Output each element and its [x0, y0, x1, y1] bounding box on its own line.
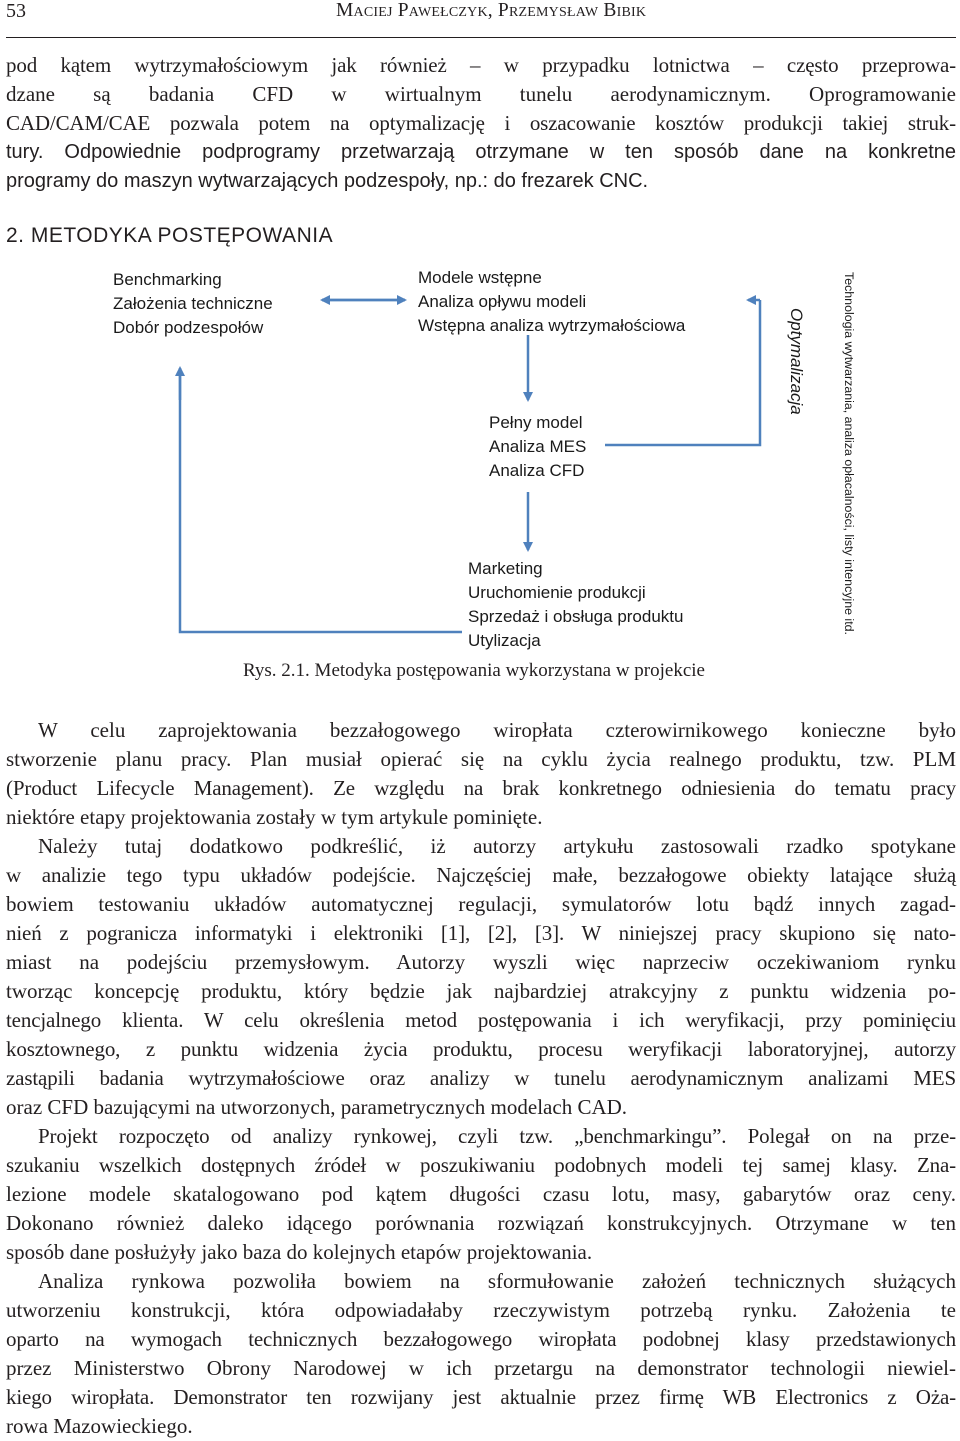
- text-line: tury. Odpowiednie podprogramy przetwarzają otrzymane w ten sposób dane na konkretne: [6, 141, 956, 163]
- text-line: pod kątem wytrzymałościowym jak również – w przypadku lotnictwa – często przeprowa-: [6, 53, 956, 77]
- diagram-box-bottom: [468, 557, 683, 653]
- text-line: niektóre etapy projektowania zostały w tym artykule pominięte.: [6, 805, 543, 829]
- optimization-label: Optymalizacja: [787, 308, 806, 415]
- box-item: Analiza CFD: [489, 461, 585, 480]
- diagram-box-middle: [489, 411, 586, 483]
- text-line: Projekt rozpoczęto od analizy rynkowej, czyli tzw. „benchmarkingu”. Polegał on na prze-: [38, 1124, 956, 1148]
- text-line: Analiza rynkowa pozwoliła bowiem na sformułowanie założeń technicznych służących: [38, 1269, 956, 1293]
- box-item: Modele wstępne: [418, 268, 542, 287]
- text-line: Dokonano również daleko idącego porównania rozwiązań konstrukcyjnych. Otrzymane w ten: [6, 1211, 956, 1235]
- box-item: Założenia techniczne: [113, 294, 273, 313]
- text-line: tencjalnego klienta. W celu określenia metod postępowania i ich weryfikacji, przy pominięciu: [6, 1008, 956, 1032]
- arrow-feedback-left: [180, 370, 462, 632]
- box-item: Uruchomienie produkcji: [468, 583, 646, 602]
- header-rule: [6, 37, 956, 38]
- text-line: tworząc koncepcję produktu, który będzie jak najbardziej atrakcyjny z punktu widzenia po-: [6, 979, 956, 1003]
- text-line: kosztownego, z punktu widzenia życia produktu, procesu weryfikacji laboratoryjnej, autorzy: [6, 1037, 956, 1061]
- text-line: miast na podejściu przemysłowym. Autorzy wyszli więc naprzeciw oczekiwaniom rynku: [6, 950, 956, 974]
- diagram-box-left: [113, 268, 273, 340]
- text-line: (Product Lifecycle Management). Ze względu na brak konkretnego odniesienia do tematu pracy: [6, 776, 956, 800]
- box-item: Analiza MES: [489, 437, 587, 456]
- text-line: oraz CFD bazującymi na utworzonych, parametrycznych modelach CAD.: [6, 1095, 628, 1119]
- box-item: Sprzedaż i obsługa produktu: [468, 607, 684, 626]
- text-line: bowiem testowaniu układów automatycznej regulacji, symulatorów lotu bądź innych zagad-: [6, 892, 956, 916]
- text-line: W celu zaprojektowania bezzałogowego wiropłata czterowirnikowego konieczne było: [38, 718, 956, 742]
- text-line: sposób dane posłużyły jako baza do kolejnych etapów projektowania.: [6, 1240, 593, 1264]
- text-line: przez Ministerstwo Obrony Narodowej w ich przetargu na demonstrator technologii niewiel-: [6, 1356, 956, 1380]
- text-line: dzane są badania CFD w wirtualnym tunelu aerodynamicznym. Oprogramowanie: [6, 82, 956, 106]
- caption-text: Rys. 2.1. Metodyka postępowania wykorzystana w projekcie: [243, 660, 705, 681]
- figure-caption: [0, 660, 960, 682]
- box-item: Pełny model: [489, 413, 583, 432]
- text-line: rowa Mazowieckiego.: [6, 1414, 193, 1438]
- text-line: w analizie tego typu układów podejście. Najczęściej małe, bezzałogowe obiekty latające służą: [6, 863, 956, 887]
- text-line: kiego wiropłata. Demonstrator ten rozwijany jest aktualnie przez firmę WB Electronics z Oża-: [6, 1385, 956, 1409]
- page-number: 53: [6, 0, 26, 22]
- box-item: Benchmarking: [113, 270, 222, 289]
- text-line: nień z pogranicza informatyki i elektroniki [1], [2], [3]. W niniejszej pracy skupiono się nato-: [6, 921, 956, 945]
- text-line: szukaniu wszelkich dostępnych źródeł w poszukiwaniu podobnych modeli tej samej klasy. Zna-: [6, 1153, 956, 1177]
- text-line: stworzenie planu pracy. Plan musiał opierać się na cyklu życia realnego produktu, tzw. PLM: [6, 747, 956, 771]
- section-title: 2. METODYKA POSTĘPOWANIA: [6, 224, 334, 247]
- text-line: lezione modele skatalogowano pod kątem długości czasu lotu, masy, gabarytów oraz ceny.: [6, 1182, 956, 1206]
- text-line: zastąpili badania wytrzymałościowe oraz analizy w tunelu aerodynamicznym analizami MES: [6, 1066, 956, 1090]
- text-line: oparto na wymogach technicznych bezzałogowego wiropłata podobnej klasy przedstawionych: [6, 1327, 956, 1351]
- diagram-box-top: [418, 266, 685, 338]
- box-item: Wstępna analiza wytrzymałościowa: [418, 316, 686, 335]
- text-line: programy do maszyn wytwarzających podzespoły, np.: do frezarek CNC.: [6, 170, 649, 192]
- side-process-label: Technologia wytwarzania, analiza opłacalności, listy intencyjne itd.: [842, 272, 856, 635]
- box-item: Utylizacja: [468, 631, 541, 650]
- text-line: CAD/CAM/CAE pozwala potem na optymalizację i oszacowanie kosztów produkcji takiej struk-: [6, 111, 956, 135]
- text-line: Należy tutaj dodatkowo podkreślić, iż autorzy artykułu zastosowali rzadko spotykane: [38, 834, 956, 858]
- box-item: Marketing: [468, 559, 543, 578]
- page-header: [0, 0, 960, 40]
- box-item: Dobór podzespołów: [113, 318, 264, 337]
- methodology-diagram: [0, 260, 960, 660]
- box-item: Analiza opływu modeli: [418, 292, 587, 311]
- running-head-authors: Maciej Pawełczyk, Przemysław Bibik: [336, 0, 647, 21]
- text-line: utworzeniu konstrukcji, która odpowiadałaby rzeczywistym potrzebą rynku. Założenia te: [6, 1298, 956, 1322]
